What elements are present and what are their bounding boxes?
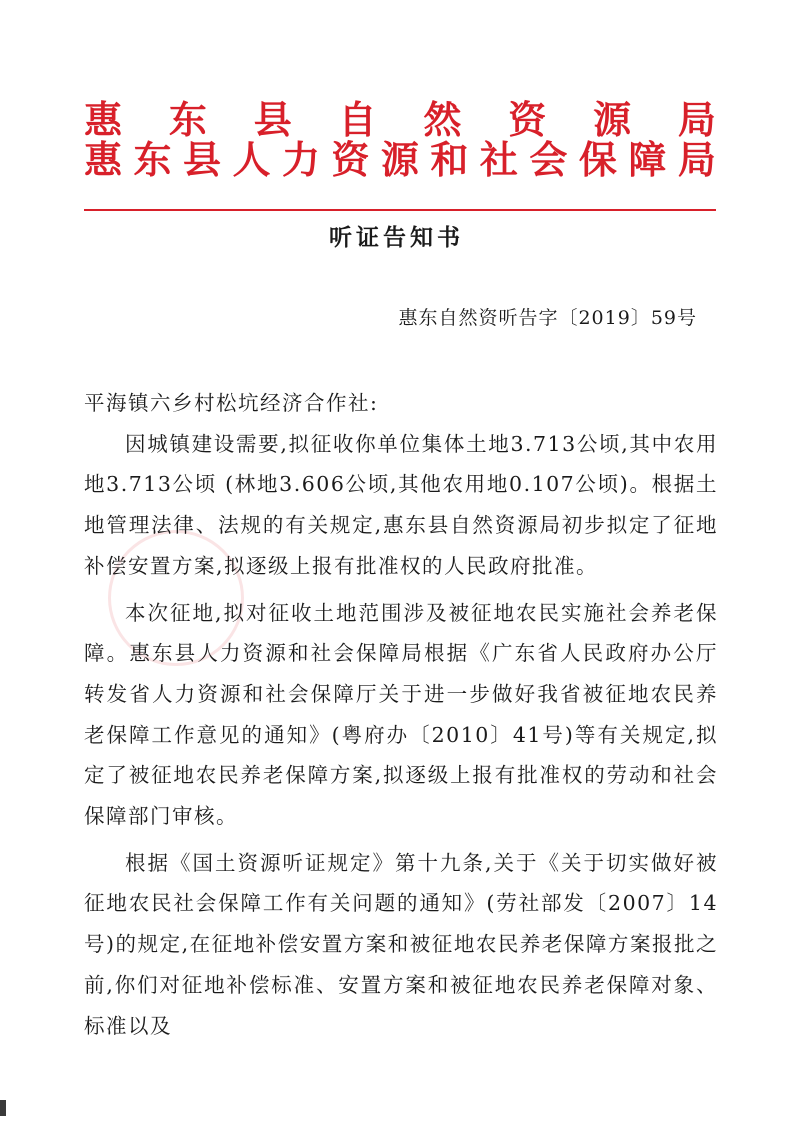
header-char: 会 bbox=[529, 137, 568, 182]
header-char: 局 bbox=[677, 137, 716, 182]
paragraph-1: 因城镇建设需要,拟征收你单位集体土地3.713公顷,其中农用地3.713公顷 (林地3.606公顷,其他农用地0.107公顷)。根据土地管理法律、法规的有关规定,惠东县自然资源局初步拟定了征地补偿安置方案,拟逐级上报有批准权的人民政府批准。 bbox=[84, 431, 718, 578]
scan-edge-mark bbox=[0, 1100, 6, 1116]
paragraph-2: 本次征地,拟对征收土地范围涉及被征地农民实施社会养老保障。惠东县人力资源和社会保障局根据《广东省人民政府办公厅转发省人力资源和社会保障厅关于进一步做好我省被征地农民养老保障工作意见的通知》(粤府办〔2010〕41号)等有关规定,拟定了被征地农民养老保障方案,拟逐级上报有批准权的劳动和社会保障部门审核。 bbox=[84, 600, 718, 829]
header-char: 源 bbox=[380, 137, 419, 182]
header-char: 县 bbox=[182, 137, 221, 182]
red-divider-line bbox=[84, 209, 716, 211]
document-body bbox=[84, 383, 718, 1046]
header-char: 障 bbox=[628, 137, 667, 182]
header-char: 资 bbox=[331, 137, 370, 182]
header-char: 人 bbox=[232, 137, 271, 182]
header-char: 县 bbox=[253, 97, 292, 142]
header-char: 东 bbox=[133, 137, 172, 182]
document-title: 听证告知书 bbox=[329, 225, 464, 251]
issuer-header-human-resources bbox=[84, 128, 716, 192]
header-char: 自 bbox=[338, 97, 377, 142]
header-char: 力 bbox=[281, 137, 320, 182]
salutation: 平海镇六乡村松坑经济合作社: bbox=[84, 391, 379, 415]
header-char: 源 bbox=[593, 97, 632, 142]
header-char: 局 bbox=[677, 97, 716, 142]
header-char: 然 bbox=[423, 97, 462, 142]
document-number: 惠东自然资听告字〔2019〕59号 bbox=[398, 307, 697, 329]
header-char: 东 bbox=[168, 97, 207, 142]
header-char: 社 bbox=[479, 137, 518, 182]
paragraph-3: 根据《国土资源听证规定》第十九条,关于《关于切实做好被征地农民社会保障工作有关问题的通知》(劳社部发〔2007〕14号)的规定,在征地补偿安置方案和被征地农民养老保障方案报批之前,你们对征地补偿标准、安置方案和被征地农民养老保障对象、标准以及 bbox=[84, 850, 718, 1038]
header-char: 资 bbox=[508, 97, 547, 142]
header-char: 和 bbox=[430, 137, 469, 182]
header-char: 保 bbox=[578, 137, 617, 182]
header-char: 惠 bbox=[84, 97, 123, 142]
header-char: 惠 bbox=[84, 137, 123, 182]
